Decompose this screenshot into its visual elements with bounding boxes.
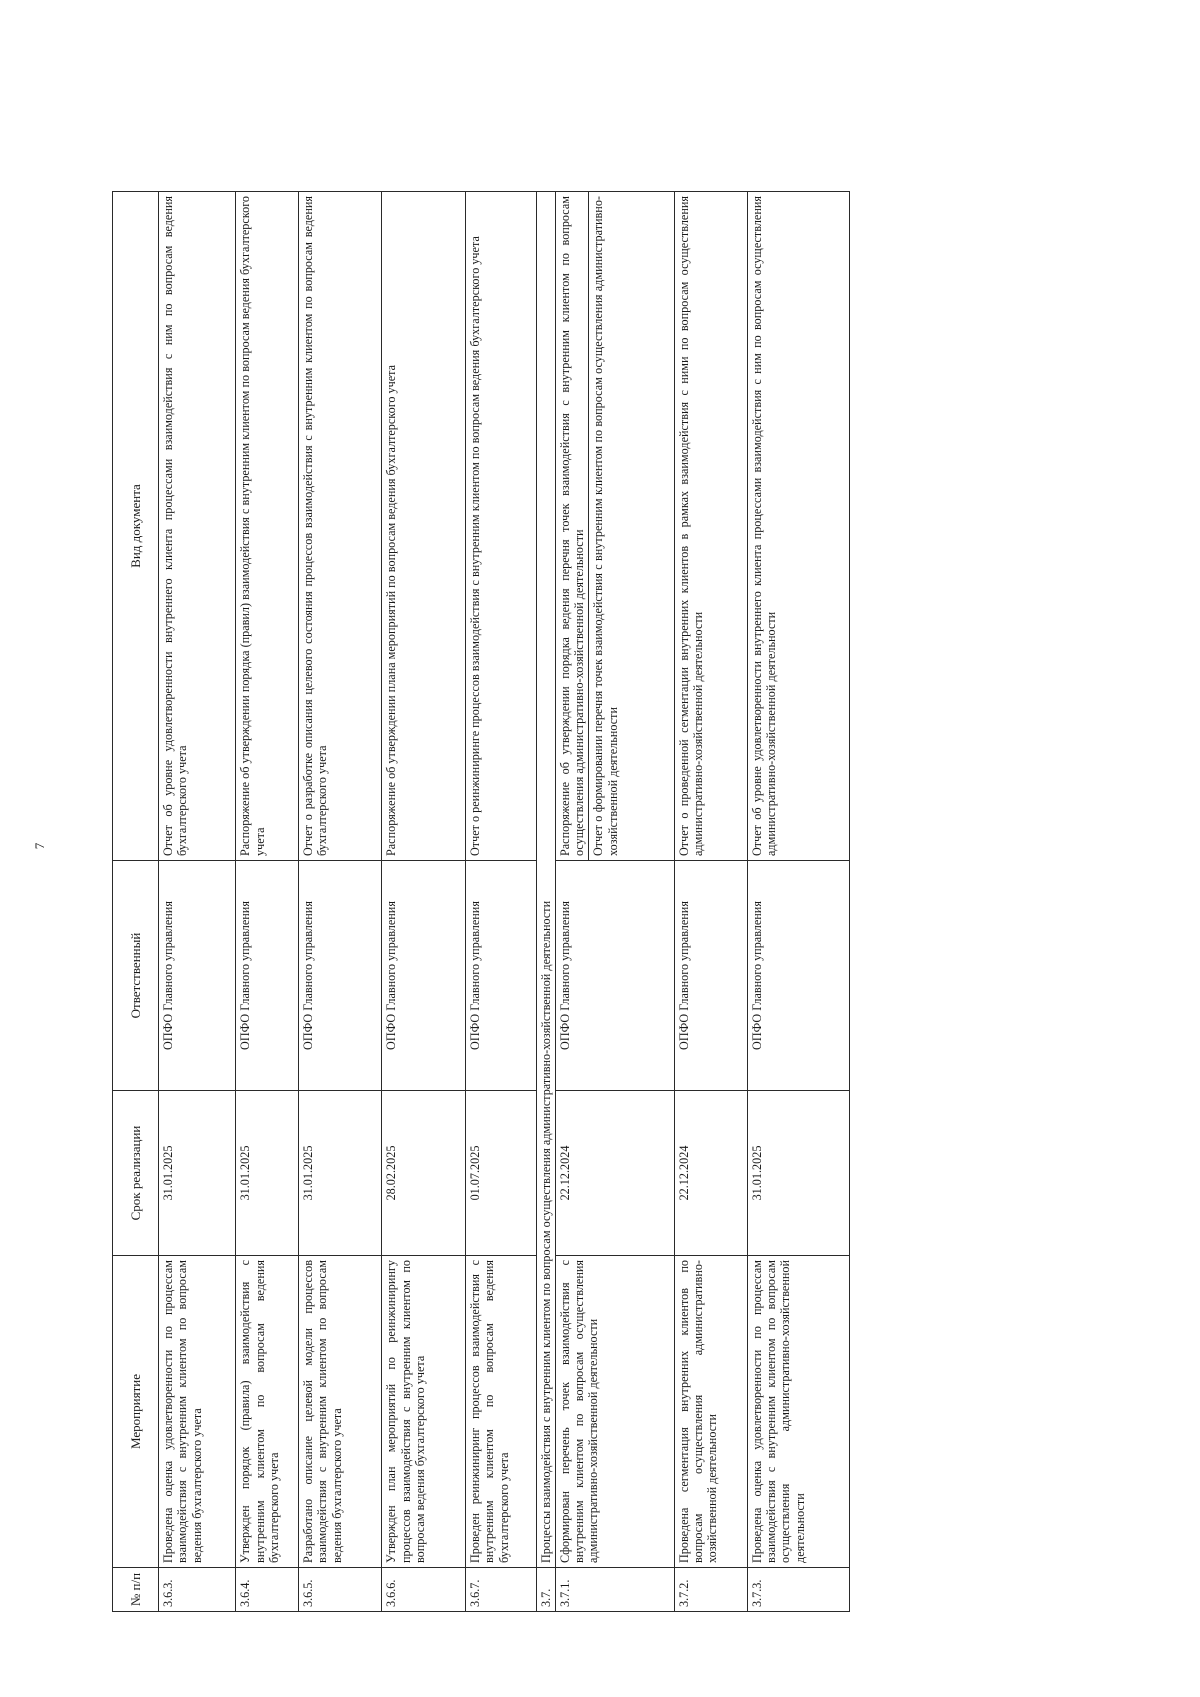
row-doc-type: Распоряжение об утверждении порядка (правил) взаимодействия с внутренним клиентом по вопросам ведения бухгалтерского учета (236, 192, 299, 861)
header-doc-type: Вид документа (113, 192, 159, 861)
row-measure: Сформирован перечень точек взаимодействия с внутренним клиентом по вопросам осуществления административно-хозяйственной деятельности (555, 1256, 674, 1568)
row-deadline: 31.01.2025 (298, 1091, 382, 1256)
row-deadline: 01.07.2025 (465, 1091, 536, 1256)
row-responsible: ОПФО Главного управления (555, 861, 674, 1091)
header-measure: Мероприятие (113, 1256, 159, 1568)
row-num: 3.6.3. (159, 1568, 236, 1612)
row-measure: Утвержден порядок (правила) взаимодействия с внутренним клиентом по вопросам ведения бухгалтерского учета (236, 1256, 299, 1568)
section-row (536, 192, 555, 1612)
row-deadline: 22.12.2024 (555, 1091, 674, 1256)
table-row (298, 192, 382, 1612)
row-measure: Утвержден план мероприятий по реинжинирингу процессов взаимодействия с внутренним клиентом по вопросам ведения бухгалтерского учета (382, 1256, 466, 1568)
row-num: 3.6.7. (465, 1568, 536, 1612)
row-measure: Проведен реинжиниринг процессов взаимодействия с внутренним клиентом по вопросам ведения бухгалтерского учета (465, 1256, 536, 1568)
row-responsible: ОПФО Главного управления (674, 861, 747, 1091)
row-num: 3.6.6. (382, 1568, 466, 1612)
row-deadline: 22.12.2024 (674, 1091, 747, 1256)
header-responsible: Ответственный (113, 861, 159, 1091)
row-responsible: ОПФО Главного управления (382, 861, 466, 1091)
row-num: 3.7.2. (674, 1568, 747, 1612)
row-num: 3.6.5. (298, 1568, 382, 1612)
table-row (465, 192, 536, 1612)
row-responsible: ОПФО Главного управления (159, 861, 236, 1091)
section-num: 3.7. (536, 1568, 555, 1612)
row-measure: Разработано описание целевой модели процессов взаимодействия с внутренним клиентом по вопросам ведения бухгалтерского учета (298, 1256, 382, 1568)
header-deadline: Срок реализации (113, 1091, 159, 1256)
row-deadline: 31.01.2025 (159, 1091, 236, 1256)
row-responsible: ОПФО Главного управления (298, 861, 382, 1091)
row-doc-type: Отчет о разработке описания целевого состояния процессов взаимодействия с внутренним клиентом по вопросам ведения бухгалтерского учета (298, 192, 382, 861)
table-row (747, 192, 849, 1612)
row-responsible: ОПФО Главного управления (236, 861, 299, 1091)
row-deadline: 31.01.2025 (747, 1091, 849, 1256)
row-measure: Проведена оценка удовлетворенности по процессам взаимодействия с внутренним клиентом по вопросам ведения бухгалтерского учета (159, 1256, 236, 1568)
row-doc-type-item: Распоряжение об утверждении порядка ведения перечня точек взаимодействия с внутренним клиентом по вопросам осуществления административно-хозяйственной деятельности (557, 196, 586, 856)
row-doc-type-item: Отчет о формировании перечня точек взаимодействия с внутренним клиентом по вопросам осуществления административно-хозяйственной деятельности (588, 192, 620, 860)
header-num: № п/п (113, 1568, 159, 1612)
row-num: 3.7.1. (555, 1568, 674, 1612)
row-doc-type (555, 192, 674, 861)
row-doc-type: Отчет о реинжиниринге процессов взаимодействия с внутренним клиентом по вопросам ведения бухгалтерского учета (465, 192, 536, 861)
row-num: 3.7.3. (747, 1568, 849, 1612)
row-doc-type: Распоряжение об утверждении плана мероприятий по вопросам ведения бухгалтерского учета (382, 192, 466, 861)
row-responsible: ОПФО Главного управления (747, 861, 849, 1091)
activities-table (112, 191, 850, 1612)
table-row (555, 192, 674, 1612)
row-doc-type: Отчет об уровне удовлетворенности внутреннего клиента процессами взаимодействия с ним по вопросам ведения бухгалтерского учета (159, 192, 236, 861)
section-title: Процессы взаимодействия с внутренним клиентом по вопросам осуществления административно-хозяйственной деятельности (536, 192, 555, 1568)
row-measure: Проведена сегментация внутренних клиентов по вопросам осуществления административно-хозяйственной деятельности (674, 1256, 747, 1568)
row-num: 3.6.4. (236, 1568, 299, 1612)
table-header-row (113, 192, 159, 1612)
row-doc-type: Отчет о проведенной сегментации внутренних клиентов в рамках взаимодействия с ними по вопросам осуществления административно-хозяйственной деятельности (674, 192, 747, 861)
table-row (674, 192, 747, 1612)
row-doc-type: Отчет об уровне удовлетворенности внутреннего клиента процессами взаимодействия с ним по вопросам осуществления административно-хозяйственной деятельности (747, 192, 849, 861)
rotated-table-container (112, 192, 850, 1612)
table-row (236, 192, 299, 1612)
table-row (159, 192, 236, 1612)
row-responsible: ОПФО Главного управления (465, 861, 536, 1091)
row-deadline: 31.01.2025 (236, 1091, 299, 1256)
table-row (382, 192, 466, 1612)
row-measure: Проведена оценка удовлетворенности по процессам взаимодействия с внутренним клиентом по вопросам осуществления административно-хозяйственной деятельности (747, 1256, 849, 1568)
page-number: 7 (32, 842, 47, 850)
row-deadline: 28.02.2025 (382, 1091, 466, 1256)
